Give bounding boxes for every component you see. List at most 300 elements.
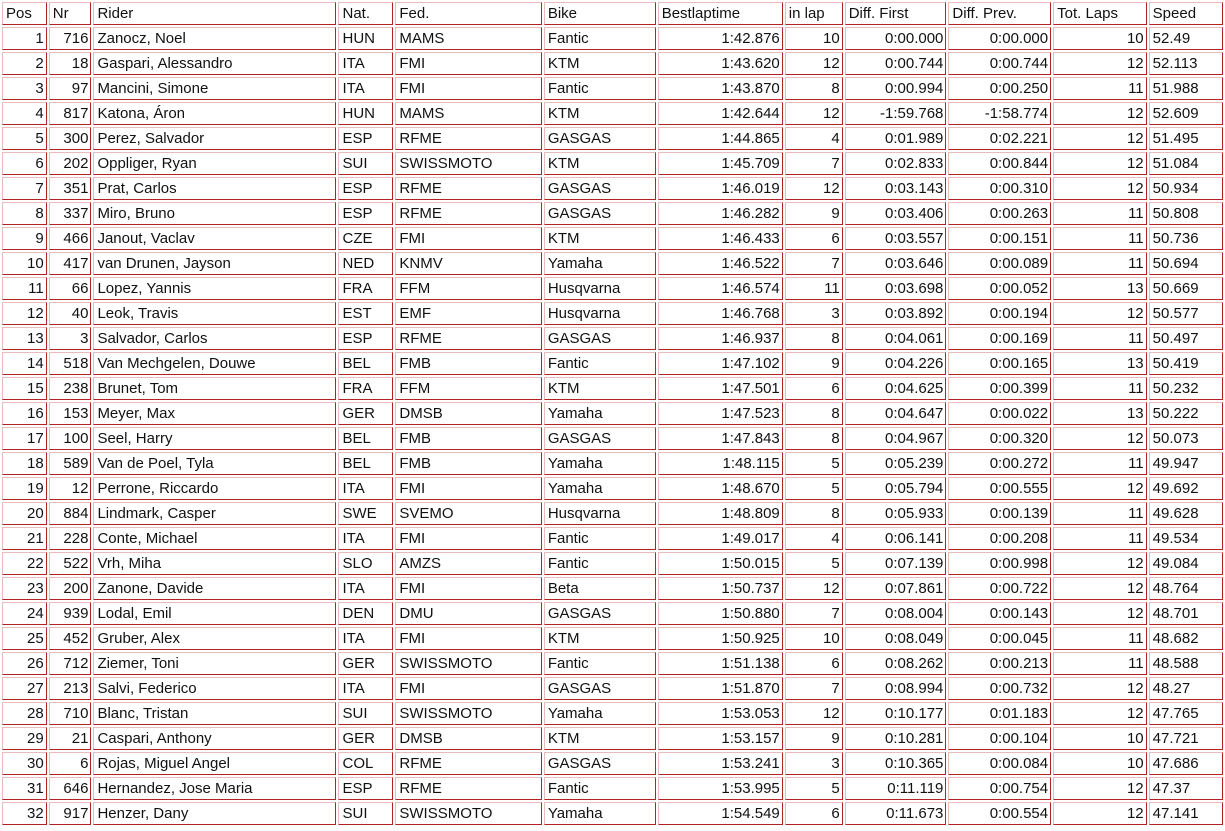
cell-in-lap: 4 [785, 527, 843, 550]
cell-fed: FMB [395, 427, 541, 450]
cell-pos: 7 [2, 177, 47, 200]
cell-bike: GASGAS [544, 602, 656, 625]
cell-nat: HUN [338, 102, 393, 125]
table-row [2, 227, 1223, 250]
cell-bike: GASGAS [544, 427, 656, 450]
cell-speed: 49.534 [1149, 527, 1223, 550]
table-row [2, 752, 1223, 775]
cell-bestlaptime: 1:48.115 [658, 452, 783, 475]
cell-diff-prev: 0:00.213 [948, 652, 1051, 675]
cell-bestlaptime: 1:47.523 [658, 402, 783, 425]
cell-pos: 24 [2, 602, 47, 625]
cell-bestlaptime: 1:46.282 [658, 202, 783, 225]
cell-diff-first: 0:03.646 [845, 252, 947, 275]
cell-nat: SLO [338, 552, 393, 575]
cell-tot-laps: 11 [1053, 327, 1147, 350]
table-row [2, 477, 1223, 500]
cell-in-lap: 12 [785, 102, 843, 125]
cell-bestlaptime: 1:50.737 [658, 577, 783, 600]
cell-diff-first: 0:03.143 [845, 177, 947, 200]
cell-bestlaptime: 1:47.843 [658, 427, 783, 450]
header-pos[interactable]: Pos [2, 2, 47, 25]
cell-tot-laps: 11 [1053, 77, 1147, 100]
cell-nr: 884 [49, 502, 92, 525]
cell-diff-prev: 0:00.045 [948, 627, 1051, 650]
cell-rider: Oppliger, Ryan [93, 152, 336, 175]
table-row [2, 252, 1223, 275]
cell-tot-laps: 11 [1053, 252, 1147, 275]
cell-diff-first: 0:00.994 [845, 77, 947, 100]
cell-diff-prev: 0:00.399 [948, 377, 1051, 400]
cell-bike: Husqvarna [544, 277, 656, 300]
cell-fed: FMI [395, 52, 541, 75]
cell-bike: Fantic [544, 27, 656, 50]
cell-nat: HUN [338, 27, 393, 50]
cell-diff-first: 0:10.281 [845, 727, 947, 750]
header-row [2, 2, 1223, 25]
cell-bike: Husqvarna [544, 302, 656, 325]
cell-nat: ITA [338, 677, 393, 700]
cell-fed: FMI [395, 527, 541, 550]
cell-nr: 12 [49, 477, 92, 500]
table-row [2, 152, 1223, 175]
table-row [2, 777, 1223, 800]
cell-diff-prev: 0:00.022 [948, 402, 1051, 425]
cell-diff-first: 0:03.406 [845, 202, 947, 225]
cell-rider: Mancini, Simone [93, 77, 336, 100]
cell-nat: ESP [338, 127, 393, 150]
cell-in-lap: 3 [785, 752, 843, 775]
cell-nat: ITA [338, 77, 393, 100]
cell-bestlaptime: 1:46.522 [658, 252, 783, 275]
header-bestlaptime[interactable]: Bestlaptime [658, 2, 783, 25]
cell-bestlaptime: 1:48.809 [658, 502, 783, 525]
cell-speed: 49.947 [1149, 452, 1223, 475]
cell-nat: SUI [338, 152, 393, 175]
cell-fed: SWISSMOTO [395, 652, 541, 675]
table-row [2, 702, 1223, 725]
cell-pos: 18 [2, 452, 47, 475]
cell-rider: Lodal, Emil [93, 602, 336, 625]
cell-nr: 300 [49, 127, 92, 150]
cell-fed: RFME [395, 777, 541, 800]
cell-nr: 228 [49, 527, 92, 550]
header-fed[interactable]: Fed. [395, 2, 541, 25]
table-row [2, 577, 1223, 600]
cell-speed: 47.141 [1149, 802, 1223, 825]
cell-rider: Brunet, Tom [93, 377, 336, 400]
cell-tot-laps: 10 [1053, 727, 1147, 750]
cell-pos: 27 [2, 677, 47, 700]
cell-nr: 466 [49, 227, 92, 250]
cell-bike: Fantic [544, 552, 656, 575]
cell-tot-laps: 11 [1053, 227, 1147, 250]
cell-fed: RFME [395, 752, 541, 775]
table-row [2, 402, 1223, 425]
cell-bestlaptime: 1:46.937 [658, 327, 783, 350]
cell-speed: 51.988 [1149, 77, 1223, 100]
cell-nr: 712 [49, 652, 92, 675]
cell-nat: NED [338, 252, 393, 275]
cell-diff-prev: 0:00.732 [948, 677, 1051, 700]
cell-bike: GASGAS [544, 677, 656, 700]
cell-diff-prev: 0:00.104 [948, 727, 1051, 750]
cell-diff-prev: -1:58.774 [948, 102, 1051, 125]
cell-diff-prev: 0:00.998 [948, 552, 1051, 575]
cell-diff-prev: 0:00.151 [948, 227, 1051, 250]
cell-nat: GER [338, 402, 393, 425]
cell-nat: FRA [338, 377, 393, 400]
cell-diff-first: 0:00.000 [845, 27, 947, 50]
cell-speed: 48.764 [1149, 577, 1223, 600]
cell-rider: Salvi, Federico [93, 677, 336, 700]
cell-diff-prev: 0:00.000 [948, 27, 1051, 50]
cell-bike: KTM [544, 152, 656, 175]
cell-nr: 351 [49, 177, 92, 200]
cell-speed: 50.232 [1149, 377, 1223, 400]
cell-fed: FMI [395, 577, 541, 600]
table-row [2, 102, 1223, 125]
cell-diff-prev: 0:00.272 [948, 452, 1051, 475]
cell-bike: KTM [544, 102, 656, 125]
cell-bestlaptime: 1:53.157 [658, 727, 783, 750]
cell-bestlaptime: 1:53.995 [658, 777, 783, 800]
cell-fed: KNMV [395, 252, 541, 275]
cell-diff-prev: 0:00.722 [948, 577, 1051, 600]
cell-nr: 202 [49, 152, 92, 175]
cell-tot-laps: 11 [1053, 527, 1147, 550]
cell-diff-first: 0:05.794 [845, 477, 947, 500]
cell-nr: 100 [49, 427, 92, 450]
cell-rider: Van de Poel, Tyla [93, 452, 336, 475]
cell-in-lap: 7 [785, 602, 843, 625]
cell-tot-laps: 11 [1053, 202, 1147, 225]
cell-diff-prev: 0:00.139 [948, 502, 1051, 525]
cell-diff-prev: 0:00.165 [948, 352, 1051, 375]
cell-speed: 50.577 [1149, 302, 1223, 325]
cell-tot-laps: 12 [1053, 577, 1147, 600]
cell-bestlaptime: 1:46.768 [658, 302, 783, 325]
cell-diff-first: 0:05.239 [845, 452, 947, 475]
cell-nat: BEL [338, 427, 393, 450]
cell-in-lap: 8 [785, 402, 843, 425]
cell-nat: FRA [338, 277, 393, 300]
cell-bike: Yamaha [544, 477, 656, 500]
cell-pos: 2 [2, 52, 47, 75]
cell-tot-laps: 10 [1053, 752, 1147, 775]
cell-bike: Fantic [544, 77, 656, 100]
cell-rider: Prat, Carlos [93, 177, 336, 200]
cell-rider: Zanocz, Noel [93, 27, 336, 50]
cell-tot-laps: 10 [1053, 27, 1147, 50]
cell-tot-laps: 11 [1053, 377, 1147, 400]
cell-diff-prev: 0:00.555 [948, 477, 1051, 500]
header-tot-laps[interactable]: Tot. Laps [1053, 2, 1147, 25]
cell-diff-first: 0:10.365 [845, 752, 947, 775]
cell-diff-first: 0:08.262 [845, 652, 947, 675]
table-row [2, 177, 1223, 200]
cell-speed: 48.682 [1149, 627, 1223, 650]
cell-in-lap: 11 [785, 277, 843, 300]
cell-diff-first: 0:11.673 [845, 802, 947, 825]
cell-speed: 51.084 [1149, 152, 1223, 175]
cell-in-lap: 12 [785, 177, 843, 200]
cell-bike: GASGAS [544, 127, 656, 150]
cell-speed: 50.694 [1149, 252, 1223, 275]
cell-nat: COL [338, 752, 393, 775]
cell-in-lap: 8 [785, 502, 843, 525]
table-row [2, 802, 1223, 825]
cell-pos: 8 [2, 202, 47, 225]
cell-bestlaptime: 1:46.019 [658, 177, 783, 200]
cell-diff-prev: 0:00.554 [948, 802, 1051, 825]
cell-bike: KTM [544, 377, 656, 400]
cell-nr: 40 [49, 302, 92, 325]
cell-nat: ESP [338, 202, 393, 225]
cell-diff-prev: 0:00.084 [948, 752, 1051, 775]
cell-bike: KTM [544, 727, 656, 750]
cell-bestlaptime: 1:51.870 [658, 677, 783, 700]
cell-diff-prev: 0:00.263 [948, 202, 1051, 225]
cell-bestlaptime: 1:45.709 [658, 152, 783, 175]
cell-pos: 29 [2, 727, 47, 750]
header-rider[interactable]: Rider [93, 2, 336, 25]
cell-rider: Gruber, Alex [93, 627, 336, 650]
cell-in-lap: 6 [785, 227, 843, 250]
cell-diff-first: 0:04.625 [845, 377, 947, 400]
cell-speed: 50.222 [1149, 402, 1223, 425]
table-row [2, 127, 1223, 150]
cell-in-lap: 12 [785, 52, 843, 75]
cell-speed: 47.721 [1149, 727, 1223, 750]
cell-diff-prev: 0:00.844 [948, 152, 1051, 175]
cell-speed: 50.934 [1149, 177, 1223, 200]
cell-bestlaptime: 1:42.644 [658, 102, 783, 125]
header-in-lap[interactable]: in lap [785, 2, 843, 25]
cell-in-lap: 6 [785, 802, 843, 825]
cell-rider: van Drunen, Jayson [93, 252, 336, 275]
cell-fed: FMB [395, 352, 541, 375]
cell-nr: 589 [49, 452, 92, 475]
cell-speed: 49.692 [1149, 477, 1223, 500]
cell-bike: GASGAS [544, 327, 656, 350]
table-row [2, 352, 1223, 375]
header-nr[interactable]: Nr [49, 2, 92, 25]
cell-fed: SWISSMOTO [395, 702, 541, 725]
cell-rider: Caspari, Anthony [93, 727, 336, 750]
cell-tot-laps: 12 [1053, 152, 1147, 175]
cell-pos: 28 [2, 702, 47, 725]
cell-rider: Janout, Vaclav [93, 227, 336, 250]
cell-bestlaptime: 1:53.241 [658, 752, 783, 775]
cell-rider: Lopez, Yannis [93, 277, 336, 300]
cell-nat: SUI [338, 802, 393, 825]
cell-in-lap: 5 [785, 777, 843, 800]
cell-rider: Salvador, Carlos [93, 327, 336, 350]
table-row [2, 652, 1223, 675]
cell-in-lap: 5 [785, 552, 843, 575]
cell-tot-laps: 12 [1053, 177, 1147, 200]
cell-speed: 52.49 [1149, 27, 1223, 50]
cell-nr: 66 [49, 277, 92, 300]
cell-pos: 32 [2, 802, 47, 825]
cell-pos: 13 [2, 327, 47, 350]
cell-pos: 25 [2, 627, 47, 650]
cell-tot-laps: 13 [1053, 352, 1147, 375]
cell-rider: Perrone, Riccardo [93, 477, 336, 500]
cell-bestlaptime: 1:48.670 [658, 477, 783, 500]
cell-fed: FMI [395, 627, 541, 650]
cell-diff-first: 0:04.967 [845, 427, 947, 450]
cell-speed: 50.497 [1149, 327, 1223, 350]
cell-nr: 213 [49, 677, 92, 700]
cell-nat: ITA [338, 52, 393, 75]
cell-fed: DMU [395, 602, 541, 625]
cell-tot-laps: 12 [1053, 427, 1147, 450]
table-row [2, 727, 1223, 750]
cell-pos: 14 [2, 352, 47, 375]
cell-fed: FMB [395, 452, 541, 475]
cell-pos: 30 [2, 752, 47, 775]
cell-in-lap: 6 [785, 652, 843, 675]
cell-speed: 50.808 [1149, 202, 1223, 225]
cell-nr: 337 [49, 202, 92, 225]
table-row [2, 502, 1223, 525]
cell-bike: Fantic [544, 352, 656, 375]
cell-speed: 50.736 [1149, 227, 1223, 250]
table-row [2, 627, 1223, 650]
cell-speed: 48.588 [1149, 652, 1223, 675]
cell-nat: EST [338, 302, 393, 325]
cell-bestlaptime: 1:49.017 [658, 527, 783, 550]
cell-nr: 646 [49, 777, 92, 800]
cell-speed: 52.609 [1149, 102, 1223, 125]
cell-pos: 26 [2, 652, 47, 675]
cell-in-lap: 9 [785, 202, 843, 225]
cell-diff-first: -1:59.768 [845, 102, 947, 125]
table-row [2, 77, 1223, 100]
cell-in-lap: 7 [785, 152, 843, 175]
cell-in-lap: 4 [785, 127, 843, 150]
cell-bike: KTM [544, 227, 656, 250]
cell-diff-prev: 0:02.221 [948, 127, 1051, 150]
cell-tot-laps: 12 [1053, 102, 1147, 125]
cell-diff-first: 0:07.861 [845, 577, 947, 600]
header-bike[interactable]: Bike [544, 2, 656, 25]
cell-diff-first: 0:07.139 [845, 552, 947, 575]
cell-rider: Katona, Áron [93, 102, 336, 125]
cell-fed: RFME [395, 177, 541, 200]
cell-nat: SUI [338, 702, 393, 725]
cell-diff-prev: 0:00.194 [948, 302, 1051, 325]
cell-nat: ITA [338, 577, 393, 600]
cell-nr: 6 [49, 752, 92, 775]
cell-tot-laps: 13 [1053, 402, 1147, 425]
cell-bike: Fantic [544, 527, 656, 550]
cell-nr: 522 [49, 552, 92, 575]
cell-bike: Husqvarna [544, 502, 656, 525]
cell-pos: 12 [2, 302, 47, 325]
cell-rider: Ziemer, Toni [93, 652, 336, 675]
cell-diff-first: 0:04.647 [845, 402, 947, 425]
table-row [2, 527, 1223, 550]
table-row [2, 602, 1223, 625]
header-diff-first[interactable]: Diff. First [845, 2, 947, 25]
cell-diff-prev: 0:00.310 [948, 177, 1051, 200]
cell-tot-laps: 12 [1053, 52, 1147, 75]
cell-fed: DMSB [395, 402, 541, 425]
cell-bike: Fantic [544, 777, 656, 800]
cell-in-lap: 8 [785, 327, 843, 350]
cell-bestlaptime: 1:51.138 [658, 652, 783, 675]
cell-in-lap: 7 [785, 677, 843, 700]
cell-rider: Zanone, Davide [93, 577, 336, 600]
cell-fed: DMSB [395, 727, 541, 750]
cell-rider: Gaspari, Alessandro [93, 52, 336, 75]
cell-nr: 417 [49, 252, 92, 275]
cell-fed: RFME [395, 202, 541, 225]
cell-bestlaptime: 1:50.925 [658, 627, 783, 650]
cell-pos: 6 [2, 152, 47, 175]
cell-in-lap: 8 [785, 427, 843, 450]
cell-nat: ITA [338, 527, 393, 550]
cell-in-lap: 5 [785, 477, 843, 500]
table-row [2, 327, 1223, 350]
cell-bike: KTM [544, 52, 656, 75]
cell-pos: 17 [2, 427, 47, 450]
cell-in-lap: 8 [785, 77, 843, 100]
cell-pos: 15 [2, 377, 47, 400]
table-row [2, 677, 1223, 700]
cell-fed: FMI [395, 477, 541, 500]
table-row [2, 277, 1223, 300]
header-speed[interactable]: Speed [1149, 2, 1223, 25]
cell-bestlaptime: 1:43.620 [658, 52, 783, 75]
cell-tot-laps: 12 [1053, 702, 1147, 725]
cell-fed: FMI [395, 227, 541, 250]
cell-bestlaptime: 1:47.501 [658, 377, 783, 400]
cell-rider: Seel, Harry [93, 427, 336, 450]
cell-diff-prev: 0:00.143 [948, 602, 1051, 625]
cell-in-lap: 6 [785, 377, 843, 400]
cell-diff-prev: 0:00.169 [948, 327, 1051, 350]
cell-nr: 238 [49, 377, 92, 400]
cell-nr: 939 [49, 602, 92, 625]
cell-pos: 1 [2, 27, 47, 50]
cell-diff-prev: 0:00.052 [948, 277, 1051, 300]
cell-fed: RFME [395, 127, 541, 150]
header-diff-prev[interactable]: Diff. Prev. [948, 2, 1051, 25]
cell-pos: 9 [2, 227, 47, 250]
cell-rider: Rojas, Miguel Angel [93, 752, 336, 775]
cell-nr: 18 [49, 52, 92, 75]
cell-nat: CZE [338, 227, 393, 250]
cell-nat: SWE [338, 502, 393, 525]
cell-pos: 22 [2, 552, 47, 575]
cell-bestlaptime: 1:42.876 [658, 27, 783, 50]
cell-fed: SVEMO [395, 502, 541, 525]
cell-nat: DEN [338, 602, 393, 625]
cell-speed: 51.495 [1149, 127, 1223, 150]
cell-nr: 21 [49, 727, 92, 750]
cell-bestlaptime: 1:50.015 [658, 552, 783, 575]
cell-bike: GASGAS [544, 202, 656, 225]
header-nat[interactable]: Nat. [338, 2, 393, 25]
cell-in-lap: 7 [785, 252, 843, 275]
cell-diff-first: 0:10.177 [845, 702, 947, 725]
cell-fed: RFME [395, 327, 541, 350]
cell-in-lap: 12 [785, 702, 843, 725]
